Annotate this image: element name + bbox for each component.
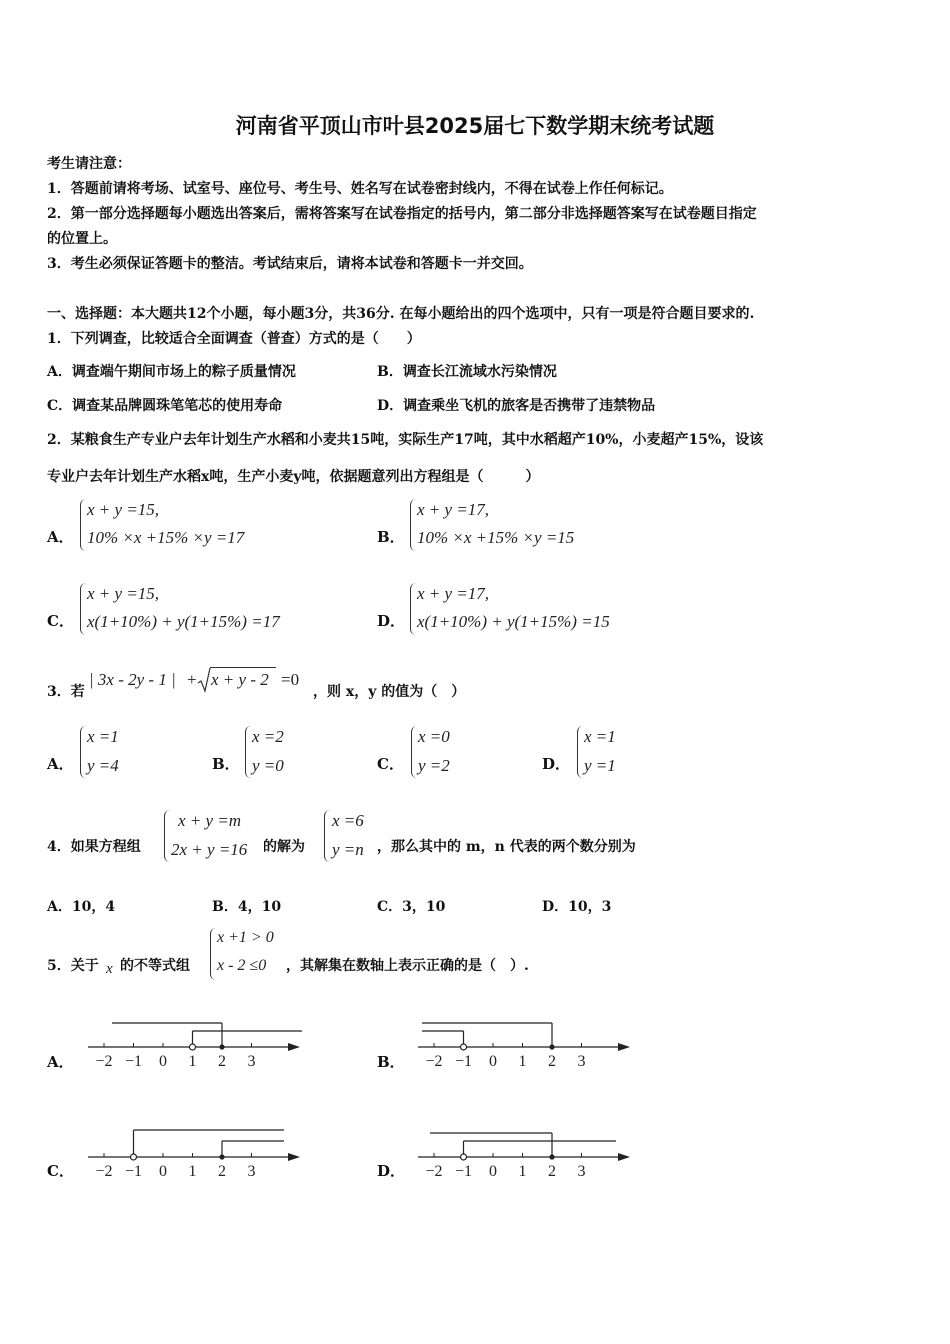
tick-label: 0 <box>159 1053 167 1070</box>
q3-option-b-eq2: y =0 <box>252 756 284 775</box>
q1-option-b: B．调查长江流域水污染情况 <box>377 364 557 380</box>
q4-option-c: C．3，10 <box>377 899 446 915</box>
number-line-c <box>88 1130 300 1180</box>
tick-label: 0 <box>489 1053 497 1070</box>
q5-option-c-label: C． <box>47 1162 74 1180</box>
closed-point-icon <box>219 1044 224 1049</box>
q2-option-d-eq1: x + y =17, <box>417 584 490 603</box>
tick-label: 2 <box>218 1163 226 1180</box>
q3-option-b-label: B． <box>212 755 240 773</box>
tick-label: 3 <box>577 1053 586 1070</box>
q4-solution-eq2: y =n <box>332 840 364 859</box>
q1-option-a: A．调查端午期间市场上的粽子质量情况 <box>47 364 296 380</box>
q4-tail: ，那么其中的 m，n 代表的两个数分别为 <box>377 839 636 855</box>
tick-label: −2 <box>425 1053 443 1070</box>
axis-arrow-icon <box>288 1043 300 1051</box>
q2-option-b-eq1: x + y =17, <box>417 500 490 519</box>
q4-mid: 的解为 <box>263 839 305 855</box>
q2-option-b-eq2: 10% ×x +15% ×y =15 <box>417 528 575 547</box>
notice-item: 的位置上。 <box>47 231 117 247</box>
tick-label: 1 <box>518 1053 527 1070</box>
q3-option-b-eq1: x =2 <box>252 727 284 746</box>
tick-label: −1 <box>454 1163 473 1180</box>
tick-label: 3 <box>247 1053 256 1070</box>
q3-number: 3．若 <box>47 684 85 700</box>
open-point-icon <box>131 1154 137 1160</box>
q2-option-a-eq1: x + y =15, <box>87 500 160 519</box>
q2-option-a-eq2: 10% ×x +15% ×y =17 <box>87 528 245 547</box>
q4-option-b: B．4，10 <box>212 899 282 915</box>
open-point-icon <box>461 1154 467 1160</box>
q2-stem-line2: 专业户去年计划生产水稻x吨，生产小麦y吨，依据题意列出方程组是（ ） <box>47 469 540 485</box>
q5-lead: 5．关于 <box>47 958 99 974</box>
q2-option-d-eq2: x(1+10%) + y(1+15%) =15 <box>417 612 610 631</box>
q3-sqrt-expr: x + y - 2 <box>211 670 269 689</box>
q2-option-c-eq1: x + y =15, <box>87 584 160 603</box>
number-line-b <box>418 1023 630 1070</box>
closed-point-icon <box>549 1154 554 1159</box>
notice-item: 2．第一部分选择题每小题选出答案后，需将答案写在试卷指定的括号内，第二部分非选择题答案写在试卷题目指定 <box>47 206 757 222</box>
q3-option-c-label: C． <box>377 755 404 773</box>
tick-label: 2 <box>218 1053 226 1070</box>
tick-label: −1 <box>454 1053 473 1070</box>
number-line-d <box>418 1133 630 1180</box>
tick-label: 2 <box>548 1163 556 1180</box>
axis-arrow-icon <box>618 1043 630 1051</box>
tick-label: 3 <box>247 1163 256 1180</box>
tick-label: −1 <box>124 1053 143 1070</box>
q5-option-d-label: D． <box>377 1162 406 1180</box>
q5-option-b-label: B． <box>377 1053 405 1071</box>
q4-solution-eq1: x =6 <box>332 811 364 830</box>
q2-option-c-label: C． <box>47 612 74 630</box>
q4-option-a: A．10，4 <box>47 899 116 915</box>
q5-system-eq2: x - 2 ≤0 <box>217 957 267 974</box>
q3-abs-expr: | 3x - 2y - 1 | <box>89 670 176 689</box>
notice-heading: 考生请注意： <box>47 156 131 172</box>
q3-option-a-eq1: x =1 <box>87 727 119 746</box>
q2-option-d-label: D． <box>377 612 406 630</box>
q3-tail: ，则 x，y 的值为（ ） <box>313 684 466 700</box>
tick-label: 3 <box>577 1163 586 1180</box>
tick-label: 0 <box>159 1163 167 1180</box>
q4-option-d: D．10，3 <box>542 899 612 915</box>
q3-option-c-eq1: x =0 <box>418 727 450 746</box>
tick-label: 1 <box>188 1163 197 1180</box>
tick-label: −2 <box>95 1163 113 1180</box>
tick-label: −1 <box>124 1163 143 1180</box>
page-title: 河南省平顶山市叶县2025届七下数学期末统考试题 <box>235 114 715 138</box>
tick-label: 1 <box>518 1163 527 1180</box>
q3-option-c-eq2: y =2 <box>418 756 450 775</box>
open-point-icon <box>190 1044 196 1050</box>
q3-option-d-eq1: x =1 <box>584 727 616 746</box>
q1-option-c: C．调查某品牌圆珠笔笔芯的使用寿命 <box>47 398 283 414</box>
tick-label: −2 <box>95 1053 113 1070</box>
q5-system-eq1: x +1 > 0 <box>217 929 274 946</box>
tick-label: 1 <box>188 1053 197 1070</box>
q4-lead: 4．如果方程组 <box>47 839 141 855</box>
q3-option-d-label: D． <box>542 755 571 773</box>
q1-stem: 1．下列调查，比较适合全面调查（普查）方式的是（ ） <box>47 331 421 347</box>
q2-option-a-label: A． <box>47 528 74 546</box>
q2-option-c-eq2: x(1+10%) + y(1+15%) =17 <box>87 612 280 631</box>
axis-arrow-icon <box>618 1153 630 1161</box>
q4-system-eq1: x + y =m <box>178 811 242 830</box>
q5-variable: x <box>106 961 113 977</box>
q2-option-b-label: B． <box>377 528 405 546</box>
q3-option-a-label: A． <box>47 755 74 773</box>
q3-plus: + <box>187 670 197 689</box>
notice-item: 1．答题前请将考场、试室号、座位号、考生号、姓名写在试卷密封线内，不得在试卷上作任何标记。 <box>47 181 673 197</box>
tick-label: −2 <box>425 1163 443 1180</box>
q2-stem-line1: 2．某粮食生产专业户去年计划生产水稻和小麦共15吨，实际生产17吨，其中水稻超产10%，小麦超产15%，设该 <box>47 432 764 448</box>
q5-tail: ，其解集在数轴上表示正确的是（ ）. <box>286 958 529 974</box>
q3-option-a-eq2: y =4 <box>87 756 119 775</box>
closed-point-icon <box>549 1044 554 1049</box>
section-heading: 一、选择题：本大题共12个小题，每小题3分，共36分. 在每小题给出的四个选项中，只有一项是符合题目要求的. <box>47 306 755 322</box>
open-point-icon <box>461 1044 467 1050</box>
q3-option-d-eq2: y =1 <box>584 756 616 775</box>
notice-item: 3．考生必须保证答题卡的整洁。考试结束后，请将本试卷和答题卡一并交回。 <box>47 256 533 272</box>
q3-equals: =0 <box>281 670 300 689</box>
tick-label: 2 <box>548 1053 556 1070</box>
q1-option-d: D．调查乘坐飞机的旅客是否携带了违禁物品 <box>377 398 656 414</box>
closed-point-icon <box>219 1154 224 1159</box>
q5-option-a-label: A． <box>47 1053 74 1071</box>
number-line-a <box>88 1023 302 1070</box>
q4-system-eq2: 2x + y =16 <box>171 840 248 859</box>
q5-mid: 的不等式组 <box>120 958 190 974</box>
tick-label: 0 <box>489 1163 497 1180</box>
axis-arrow-icon <box>288 1153 300 1161</box>
